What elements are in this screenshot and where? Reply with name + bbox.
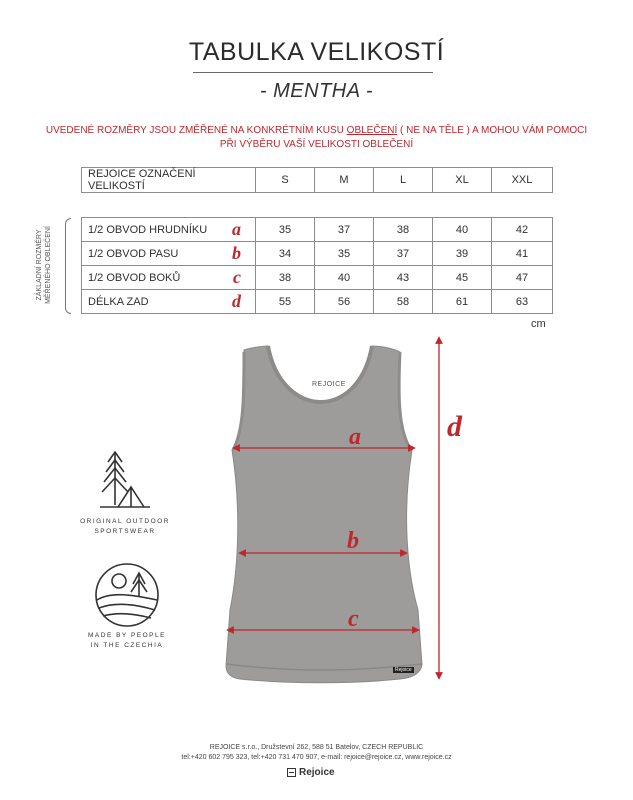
- product-name: - MENTHA -: [259, 80, 374, 102]
- outdoor-badge-line2: SPORTSWEAR: [94, 528, 156, 535]
- czechia-badge-icon: [96, 564, 158, 626]
- cell: 38: [256, 266, 315, 290]
- cell: 45: [433, 266, 492, 290]
- garment-tag: Rejoice: [395, 667, 412, 673]
- side-label-line1: ZÁKLADNÍ ROZMĚRY: [36, 229, 43, 301]
- notice-underlined: OBLEČENÍ: [346, 125, 398, 136]
- size-xxl: XXL: [492, 168, 553, 193]
- cell: 47: [492, 266, 553, 290]
- outdoor-badge-text: [70, 517, 180, 537]
- cell: 61: [433, 290, 492, 314]
- size-s: S: [256, 168, 315, 193]
- measure-label-b: b: [347, 528, 359, 554]
- garment-brand-label: REJOICE: [312, 381, 346, 388]
- cell: 37: [374, 242, 433, 266]
- footer-logo-text: Rejoice: [299, 767, 335, 778]
- letter-a: a: [232, 219, 241, 239]
- czechia-badge-text: [72, 631, 182, 651]
- size-xl: XL: [433, 168, 492, 193]
- cell: 39: [433, 242, 492, 266]
- row-label: 1/2 OBVOD PASU b: [82, 242, 256, 266]
- row-label: 1/2 OBVOD BOKŮ c: [82, 266, 256, 290]
- measure-label-d: d: [447, 410, 462, 443]
- notice-text-2: ( NE NA TĚLE ) A MOHOU VÁM POMOCI: [397, 125, 588, 136]
- row-label: DÉLKA ZAD d: [82, 290, 256, 314]
- letter-c: c: [233, 267, 241, 287]
- row-label: 1/2 OBVOD HRUDNÍKU a: [82, 218, 256, 242]
- footer-contact: tel:+420 602 795 323, tel:+420 731 470 907, e-mail: rejoice@rejoice.cz, www.rejoice.cz: [181, 754, 452, 761]
- unit-label: cm: [531, 318, 546, 330]
- notice-text-1: UVEDENÉ ROZMĚRY JSOU ZMĚŘENÉ NA KONKRÉTNÍM KUSU: [45, 125, 347, 136]
- footer-logo: [287, 767, 335, 778]
- measure-label-a: a: [349, 424, 361, 450]
- cell: 38: [374, 218, 433, 242]
- cell: 34: [256, 242, 315, 266]
- cell: 35: [315, 242, 374, 266]
- outdoor-badge-icon: [100, 452, 150, 507]
- page-title: TABULKA VELIKOSTÍ: [188, 38, 445, 66]
- cell: 58: [374, 290, 433, 314]
- size-l: L: [374, 168, 433, 193]
- size-m: M: [315, 168, 374, 193]
- cell: 41: [492, 242, 553, 266]
- cell: 40: [433, 218, 492, 242]
- garment-shape: [226, 346, 422, 683]
- logo-icon: [287, 768, 296, 777]
- notice-text-3: PŘI VÝBĚRU VAŠÍ VELIKOSTI OBLEČENÍ: [219, 139, 414, 150]
- cell: 55: [256, 290, 315, 314]
- cell: 37: [315, 218, 374, 242]
- letter-b: b: [232, 243, 241, 263]
- letter-d: d: [232, 291, 241, 311]
- cell: 42: [492, 218, 553, 242]
- footer-address: REJOICE s.r.o., Družstevní 262, 588 51 Batelov, CZECH REPUBLIC: [209, 744, 424, 751]
- cell: 56: [315, 290, 374, 314]
- size-header-label: REJOICE OZNAČENÍ VELIKOSTÍ: [82, 168, 256, 193]
- cell: 63: [492, 290, 553, 314]
- czechia-badge-line2: IN THE CZECHIA: [90, 642, 164, 649]
- cell: 40: [315, 266, 374, 290]
- measure-label-c: c: [348, 606, 359, 632]
- cell: 43: [374, 266, 433, 290]
- side-label-line2: MĚŘENÉHO OBLEČENÍ: [45, 226, 52, 304]
- cell: 35: [256, 218, 315, 242]
- outdoor-badge-line1: ORIGINAL OUTDOOR: [80, 518, 170, 525]
- czechia-badge-line1: MADE BY PEOPLE: [88, 632, 166, 639]
